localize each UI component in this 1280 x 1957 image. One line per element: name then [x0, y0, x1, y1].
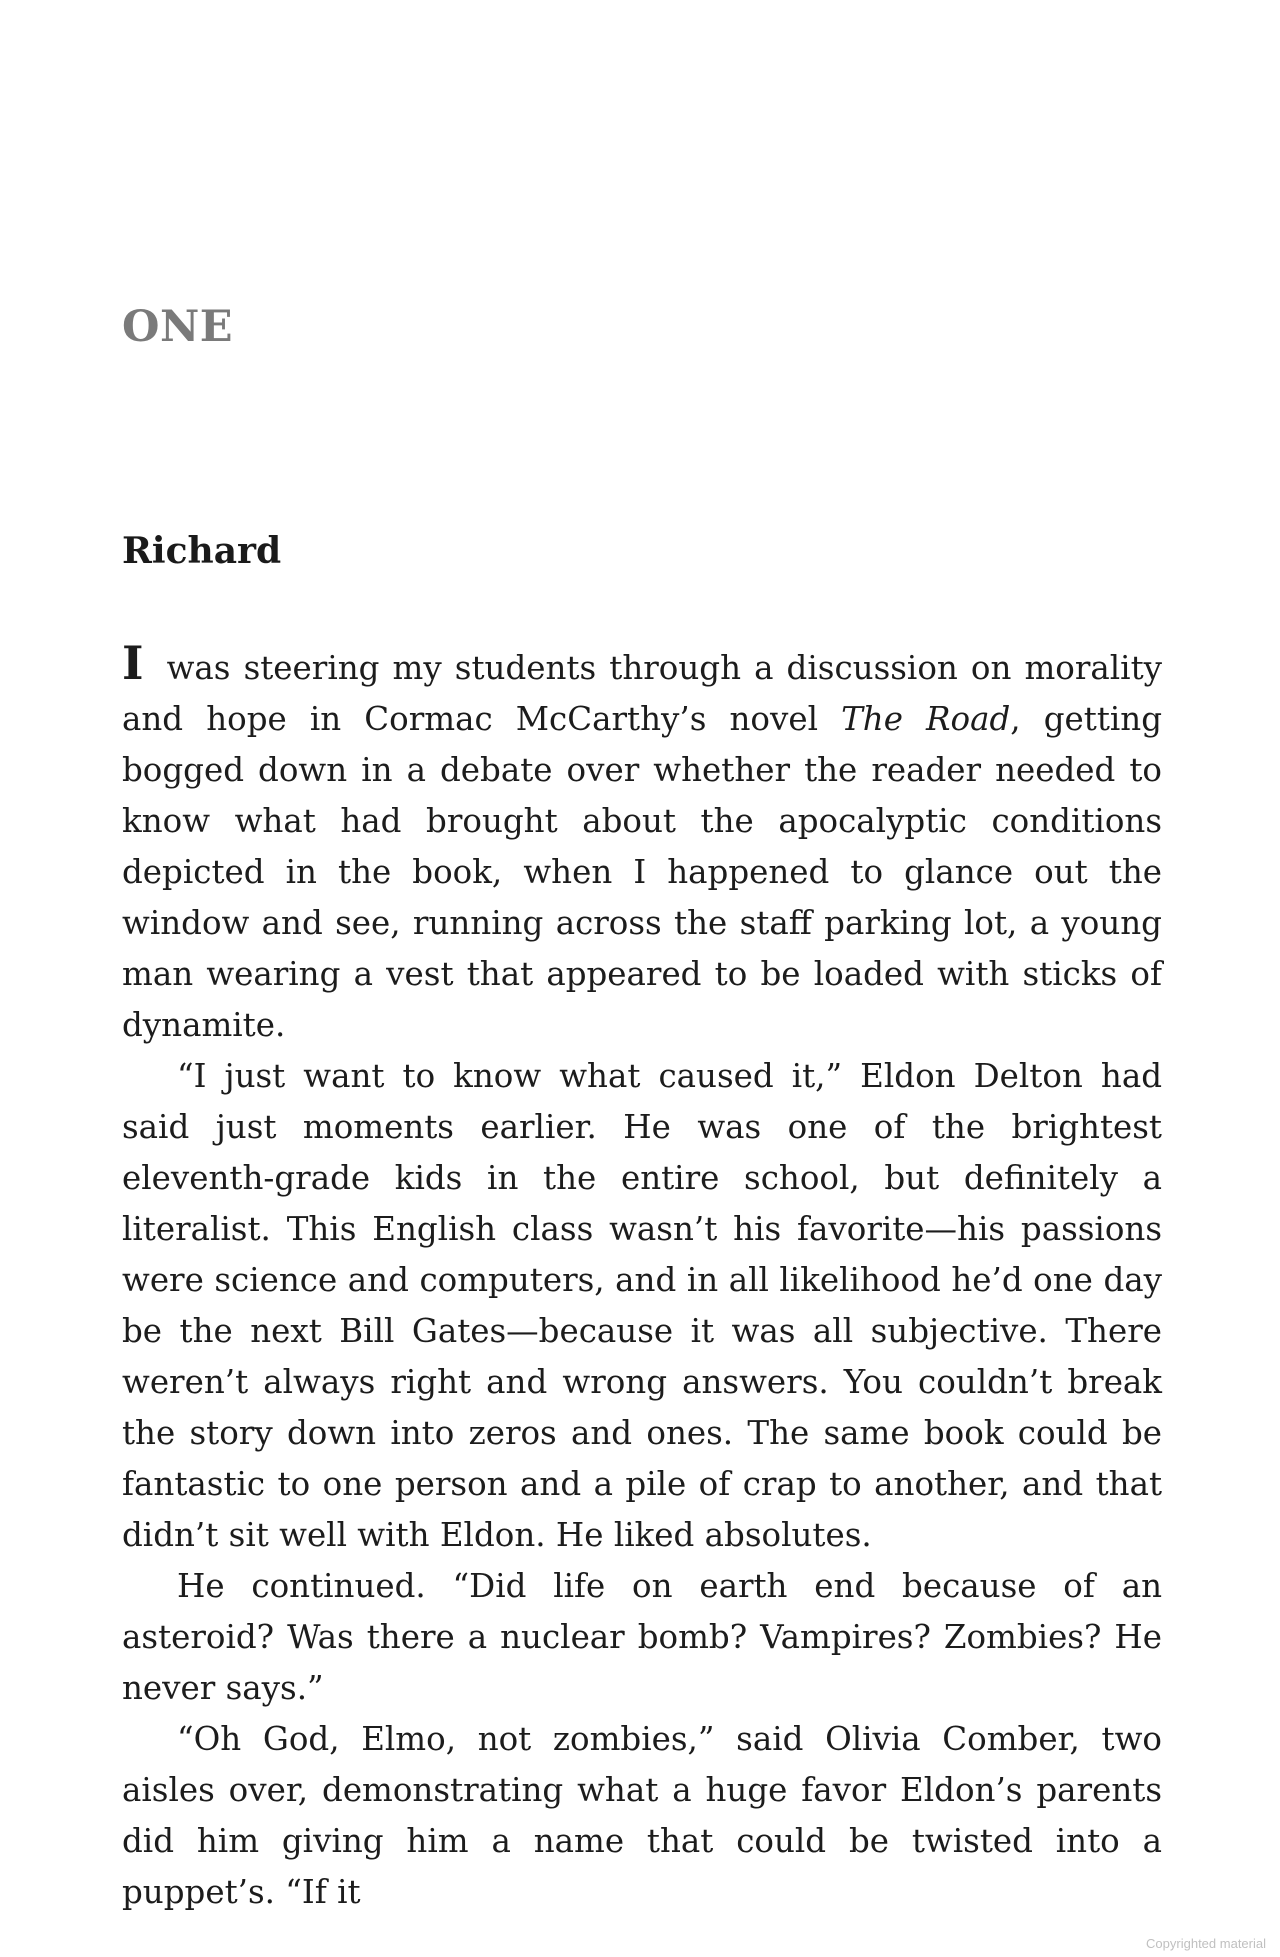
paragraph-4: “Oh God, Elmo, not zombies,” said Olivia Comber, two aisles over, demonstrating what a huge favor Eldon’s parents did him giving him a name that could be twisted into a puppet’s. “If it — [122, 1720, 1162, 1911]
paragraph-1 — [122, 636, 1163, 1051]
chapter-body — [122, 636, 1163, 1918]
chapter-number: ONE — [122, 302, 234, 352]
paragraph-3: He continued. “Did life on earth end because of an asteroid? Was there a nuclear bomb? Vampires? Zombies? He never says.” — [122, 1567, 1162, 1707]
drop-cap: I — [122, 636, 144, 690]
paragraph-1-text-b: , getting bogged down in a debate over whether the reader needed to know what had brought about the apocalyptic conditions depicted in the book, when I happened to glance out the window and see, running across the staff parking lot, a young man wearing a vest that appeared to be loaded with sticks of dynamite. — [122, 700, 1163, 1044]
paragraph-2: “I just want to know what caused it,” Eldon Delton had said just moments earlier. He was one of the brightest eleventh-grade kids in the entire school, but definitely a literalist. This English class wasn’t his favorite—his passions were science and computers, and in all likelihood he’d one day be the next Bill Gates—because it was all subjective. There weren’t always right and wrong answers. You couldn’t break the story down into zeros and ones. The same book could be fantastic to one person and a pile of crap to another, and that didn’t sit well with Eldon. He liked absolutes. — [122, 1057, 1162, 1554]
copyright-notice: Copyrighted material — [1146, 1936, 1266, 1951]
narrator-heading: Richard — [122, 530, 282, 572]
paragraph-1-text-a: was steering my students through a discussion on morality and hope in Cormac McCarthy’s novel — [122, 649, 1162, 738]
book-title: The Road — [841, 700, 1011, 738]
